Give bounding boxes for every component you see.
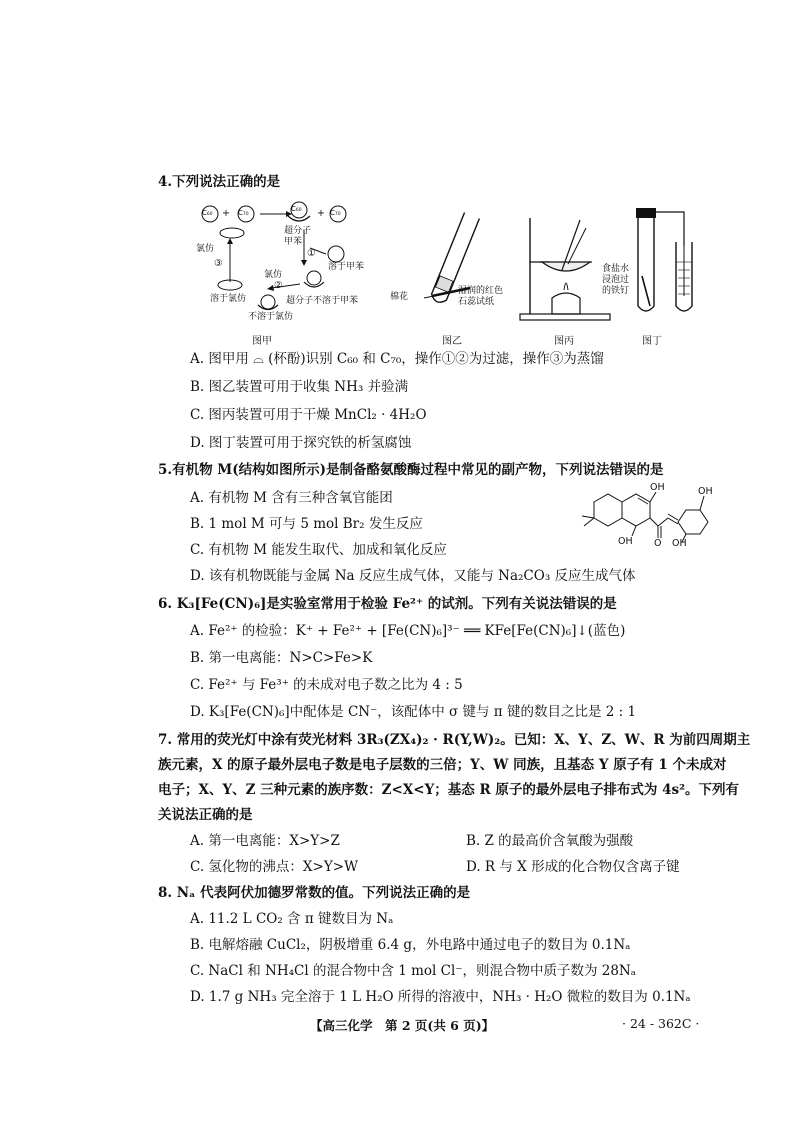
q5-option-a: A. 有机物 M 含有三种含氧官能团: [190, 490, 393, 506]
q6-option-d: D. K₃[Fe(CN)₆]中配体是 CN⁻，该配体中 σ 键与 π 键的数目之比是 2 : 1: [190, 704, 637, 720]
q7-stem-line-1: 7. 常用的荧光灯中涂有荧光材料 3R₃(ZX₄)₂ · R(Y,W)₂。已知：X、Y、Z、W、R 为前四周期主: [158, 732, 751, 748]
q7-option-a: A. 第一电离能：X>Y>Z: [190, 833, 340, 849]
jia-chloroform-mid: 氯仿: [264, 270, 283, 280]
q7-option-c: C. 氢化物的沸点：X>Y>W: [190, 859, 358, 875]
jia-plus-1: +: [222, 208, 230, 219]
ding-nail-label: 食盐水 浸泡过 的铁钉: [602, 264, 630, 296]
q6-option-b: B. 第一电离能：N>C>Fe>K: [190, 650, 373, 666]
q8-option-a: A. 11.2 L CO₂ 含 π 键数目为 Nₐ: [190, 911, 394, 927]
q4-option-d: D. 图丁装置可用于探究铁的析氢腐蚀: [190, 435, 412, 451]
q7-stem-line-2: 族元素，X 的原子最外层电子数是电子层数的三倍；Y、W 同族，且基态 Y 原子有 1 个未成对: [158, 757, 727, 773]
jia-complex-label: C₆₀: [291, 205, 302, 213]
figure-yi-caption: 图乙: [442, 336, 462, 347]
q6-option-c: C. Fe²⁺ 与 Fe³⁺ 的未成对电子数之比为 4 : 5: [190, 677, 463, 693]
jia-insoluble-chloroform: 不溶于氯仿: [248, 312, 294, 322]
jia-c70-free-label: C₇₀: [330, 209, 341, 217]
jia-supramol-insoluble: 超分子不溶于甲苯: [286, 296, 359, 306]
yi-litmus-label: 湿润的红色 石蕊试纸: [458, 286, 504, 307]
q6-stem: 6. K₃[Fe(CN)₆]是实验室常用于检验 Fe²⁺ 的试剂。下列有关说法错误的是: [158, 596, 617, 612]
q4-stem: 4.下列说法正确的是: [158, 174, 281, 190]
m-oh-3: OH: [618, 536, 633, 547]
q4-option-a: A. 图甲用 ⌓ (杯酚)识别 C₆₀ 和 C₇₀，操作①②为过滤，操作③为蒸馏: [190, 351, 604, 367]
q4-option-c: C. 图丙装置可用于干燥 MnCl₂ · 4H₂O: [190, 407, 427, 423]
q5-stem: 5.有机物 M(结构如图所示)是制备酪氨酸酶过程中常见的副产物，下列说法错误的是: [158, 462, 664, 478]
figure-jia: [196, 198, 366, 326]
jia-step2: ②: [274, 280, 283, 291]
footer-code: · 24 - 362C ·: [622, 1016, 700, 1031]
jia-dissolve-chloroform: 溶于氯仿: [210, 294, 247, 304]
jia-c60-label: C₆₀: [202, 209, 213, 217]
footer-page-info: 【高三化学 第 2 页(共 6 页)】: [310, 1018, 495, 1033]
q7-stem-line-3: 电子；X、Y、Z 三种元素的族序数：Z<X<Y；基态 R 原子的最外层电子排布式为 4s²。下列有: [158, 782, 739, 798]
q7-option-b: B. Z 的最高价含氧酸为强酸: [466, 833, 634, 849]
jia-chloroform-left: 氯仿: [196, 244, 215, 254]
q8-option-c: C. NaCl 和 NH₄Cl 的混合物中含 1 mol Cl⁻，则混合物中质子数为 28Nₐ: [190, 963, 636, 979]
structure-m: [572, 482, 722, 552]
m-oh-2: OH: [698, 486, 713, 497]
m-o: O: [654, 538, 662, 549]
figure-yi: [390, 210, 506, 320]
q7-stem-line-4: 关说法正确的是: [158, 807, 253, 823]
q5-option-b: B. 1 mol M 可与 5 mol Br₂ 发生反应: [190, 516, 423, 532]
jia-step1: ①: [307, 248, 316, 259]
q5-option-c: C. 有机物 M 能发生取代、加成和氧化反应: [190, 542, 447, 558]
figure-bing: [516, 214, 616, 324]
q8-option-b: B. 电解熔融 CuCl₂，阴极增重 6.4 g，外电路中通过电子的数目为 0.1Nₐ: [190, 937, 631, 953]
m-oh-4: OH: [672, 538, 687, 549]
figure-jia-caption: 图甲: [252, 336, 272, 347]
figure-bing-drawing: [516, 214, 616, 324]
jia-step3: ③: [214, 258, 223, 269]
jia-dissolve-toluene: 溶于甲苯: [328, 262, 365, 272]
q5-option-d: D. 该有机物既能与金属 Na 反应生成气体，又能与 Na₂CO₃ 反应生成气体: [190, 568, 636, 584]
q6-option-a: A. Fe²⁺ 的检验：K⁺ + Fe²⁺ + [Fe(CN)₆]³⁻ ══ KFe[Fe(CN)₆]↓(蓝色): [190, 623, 626, 639]
yi-cotton-label: 棉花: [390, 292, 409, 302]
figure-ding-caption: 图丁: [642, 336, 662, 347]
q7-option-d: D. R 与 X 形成的化合物仅含离子键: [466, 859, 680, 875]
q8-stem: 8. Nₐ 代表阿伏加德罗常数的值。下列说法正确的是: [158, 885, 471, 901]
jia-c70-label: C₇₀: [238, 209, 249, 217]
jia-supramol-toluene: 超分子 甲苯: [284, 226, 312, 247]
q4-option-b: B. 图乙装置可用于收集 NH₃ 并验满: [190, 379, 409, 395]
figure-bing-caption: 图丙: [554, 336, 574, 347]
m-oh-1: OH: [650, 482, 665, 493]
q8-option-d: D. 1.7 g NH₃ 完全溶于 1 L H₂O 所得的溶液中，NH₃ · H₂O 微粒的数目为 0.1Nₐ: [190, 989, 691, 1005]
jia-plus-2: +: [317, 208, 325, 219]
figure-ding: [602, 206, 722, 324]
